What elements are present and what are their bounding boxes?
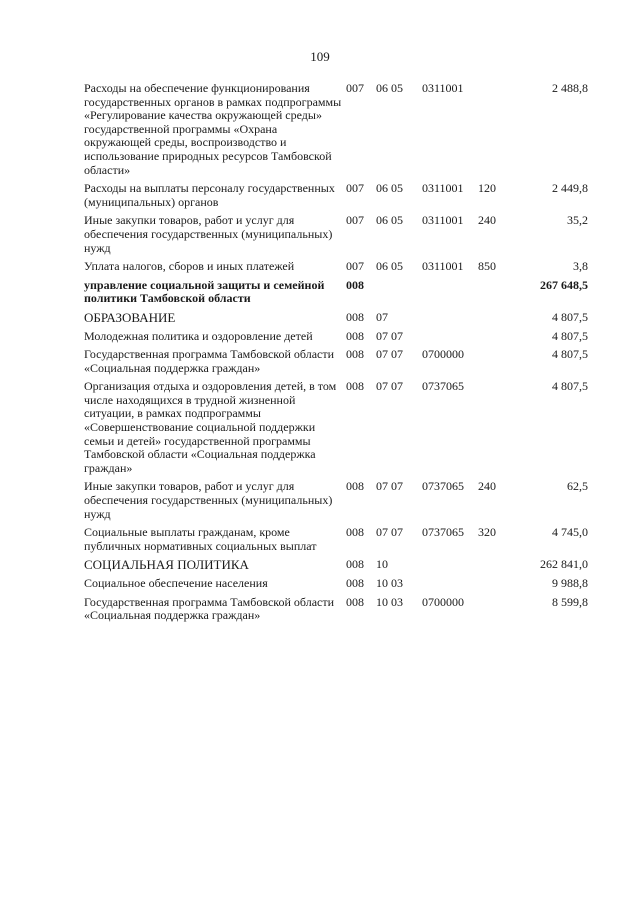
section-code: [376, 279, 422, 311]
amount: 9 988,8: [552, 576, 588, 590]
table-row: [84, 82, 588, 182]
table-row: [84, 480, 588, 526]
expense-name: Государственная программа Тамбовской области «Социальная поддержка граждан»: [84, 347, 335, 375]
department-code: 008: [346, 557, 364, 572]
table-row: [84, 348, 588, 380]
table-row: [84, 260, 588, 279]
department-code: 007: [346, 81, 364, 95]
table-row: [84, 380, 588, 480]
expense-name: Социальное обеспечение населения: [84, 576, 268, 590]
section-code: 07 07: [376, 347, 403, 362]
target-article-code: 0700000: [422, 347, 464, 362]
target-article-code: 0311001: [422, 81, 464, 95]
section-code: 10 03: [376, 594, 403, 609]
table-row: [84, 311, 588, 330]
section-code: 06 05: [376, 81, 403, 95]
expense-name: Молодежная политика и оздоровление детей: [84, 328, 313, 343]
expense-name: Государственная программа Тамбовской области «Социальная поддержка граждан»: [84, 594, 335, 623]
amount: 4 807,5: [552, 347, 588, 362]
amount: 2 488,8: [552, 81, 588, 95]
department-code: 008: [346, 594, 364, 609]
amount: 4 807,5: [552, 328, 588, 343]
target-article-code: [422, 330, 478, 349]
department-code: 007: [346, 259, 364, 274]
target-article-code: [422, 577, 478, 596]
target-article-code: [422, 311, 478, 330]
target-article-code: 0737065: [422, 525, 464, 540]
expense-name: управление социальной защиты и семейной политики Тамбовской области: [84, 277, 325, 306]
expense-name: Иные закупки товаров, работ и услуг для обеспечения государственных (муниципальных) нужд: [84, 479, 333, 521]
department-code: 007: [346, 213, 364, 228]
expense-type-code: 240: [478, 479, 496, 494]
amount: 3,8: [573, 259, 588, 274]
section-code: 07 07: [376, 328, 403, 343]
section-code: 07 07: [376, 379, 403, 394]
table-row: [84, 330, 588, 349]
budget-table: [84, 82, 588, 628]
section-code: 07: [376, 309, 388, 324]
expense-type-code: 120: [478, 181, 496, 196]
expense-name: Расходы на выплаты персоналу государственных (муниципальных) органов: [84, 181, 335, 209]
amount: 8 599,8: [552, 594, 588, 609]
section-code: 07 07: [376, 525, 403, 540]
target-article-code: 0737065: [422, 379, 464, 394]
department-code: 008: [346, 479, 364, 494]
section-code: 06 05: [376, 181, 403, 196]
table-row: [84, 526, 588, 558]
amount: 35,2: [567, 213, 588, 228]
table-row: [84, 279, 588, 311]
expense-type-code: [478, 348, 512, 380]
expense-type-code: [478, 82, 512, 182]
section-code: 10: [376, 557, 388, 572]
expense-type-code: [478, 596, 512, 628]
amount: 267 648,5: [540, 277, 588, 292]
amount: 62,5: [567, 479, 588, 494]
department-code: 008: [346, 525, 364, 540]
expense-name: СОЦИАЛЬНАЯ ПОЛИТИКА: [84, 557, 249, 573]
expense-name: Иные закупки товаров, работ и услуг для обеспечения государственных (муниципальных) нужд: [84, 213, 333, 255]
expense-name: ОБРАЗОВАНИЕ: [84, 309, 176, 325]
department-code: 008: [346, 328, 364, 343]
target-article-code: 0737065: [422, 479, 464, 494]
expense-type-code: [478, 279, 512, 311]
expense-type-code: [478, 558, 512, 577]
expense-name: Уплата налогов, сборов и иных платежей: [84, 259, 295, 274]
department-code: 008: [346, 379, 364, 394]
target-article-code: 0700000: [422, 594, 464, 609]
amount: 4 745,0: [552, 525, 588, 540]
expense-type-code: [478, 311, 512, 330]
department-code: 008: [346, 576, 364, 590]
target-article-code: 0311001: [422, 259, 464, 274]
table-row: [84, 182, 588, 214]
table-row: [84, 596, 588, 628]
target-article-code: [422, 558, 478, 577]
expense-type-code: [478, 330, 512, 349]
expense-type-code: [478, 577, 512, 596]
expense-type-code: 320: [478, 525, 496, 540]
amount: 2 449,8: [552, 181, 588, 196]
department-code: 008: [346, 347, 364, 362]
section-code: 07 07: [376, 479, 403, 494]
section-code: 06 05: [376, 213, 403, 228]
expense-name: Расходы на обеспечение функционирования государственных органов в рамках подпрограммы «Регулирование качества окружающей среды» государственной программы «Охрана окружающей среды, воспроизводство и использование природных ресурсов Тамбовской области»: [84, 81, 342, 177]
target-article-code: 0311001: [422, 213, 464, 228]
section-code: 06 05: [376, 259, 403, 274]
amount: 262 841,0: [540, 557, 588, 572]
amount: 4 807,5: [552, 309, 588, 324]
table-row: [84, 577, 588, 596]
page-number: 109: [310, 49, 330, 64]
expense-type-code: 240: [478, 213, 496, 228]
table-row: [84, 214, 588, 260]
table-row: [84, 558, 588, 577]
department-code: 007: [346, 181, 364, 196]
target-article-code: 0311001: [422, 181, 464, 196]
department-code: 008: [346, 309, 364, 324]
section-code: 10 03: [376, 576, 403, 590]
expense-name: Организация отдыха и оздоровления детей, в том числе находящихся в трудной жизненной ситуации, в рамках подпрограммы «Совершенствование социальной поддержки семьи и детей» государственной программы Тамбовской области «Социальная поддержка граждан»: [84, 379, 337, 475]
amount: 4 807,5: [552, 379, 588, 394]
expense-name: Социальные выплаты гражданам, кроме публичных нормативных социальных выплат: [84, 525, 317, 553]
target-article-code: [422, 279, 478, 311]
department-code: 008: [346, 277, 364, 292]
expense-type-code: 850: [478, 259, 496, 274]
expense-type-code: [478, 380, 512, 480]
